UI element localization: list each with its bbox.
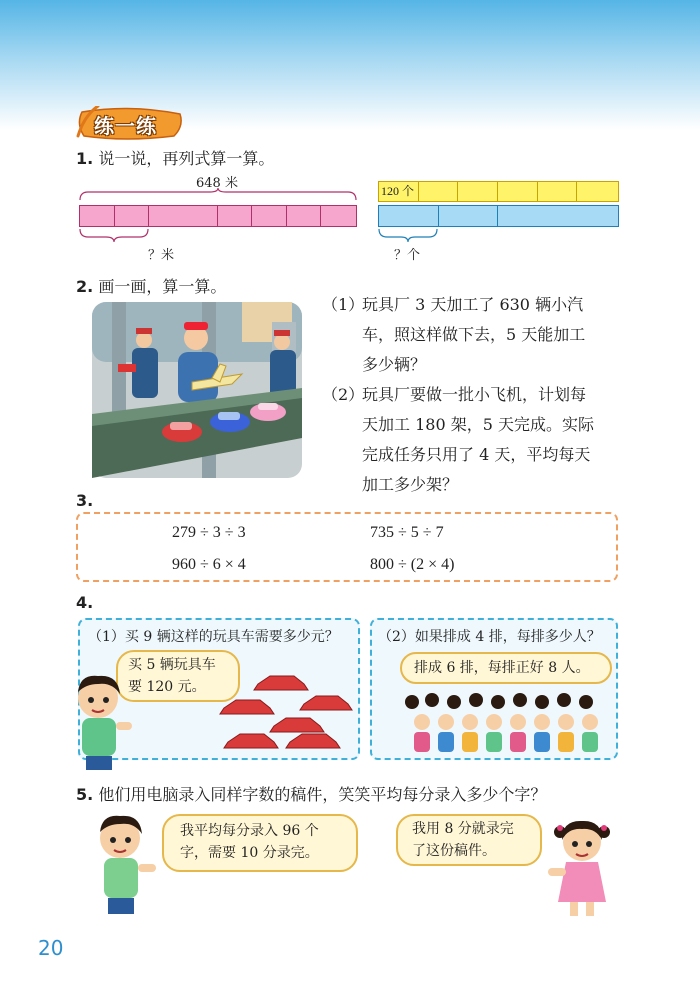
children-crowd-illustration — [398, 690, 612, 756]
bar-segment — [252, 206, 287, 226]
q2-item-2-label: （2） — [322, 385, 365, 404]
q2-item-2-line: 加工多少架？ — [362, 475, 459, 494]
q1-right-unknown-label: ？个 — [394, 248, 421, 263]
boy-left-illustration — [88, 812, 160, 916]
q4-number: 4. — [76, 593, 94, 612]
q1-text: 说一说，再列式算一算。 — [98, 149, 275, 168]
bubble-line: 买 5 辆玩具车 — [128, 657, 216, 673]
q1-line — [76, 148, 274, 170]
q2-item-1-label: （1） — [322, 295, 365, 314]
toy-cars-illustration — [218, 670, 354, 756]
q1-right-bottom-brace — [377, 229, 447, 243]
q2-item-1-line: 多少辆？ — [362, 355, 427, 374]
q5-left-bubble-text — [180, 820, 319, 864]
q2-item-2-line: 玩具厂要做一批小飞机，计划每 — [362, 385, 587, 404]
bar-segment — [379, 206, 439, 226]
q1-number: 1. — [76, 149, 94, 168]
q5-right-bubble-text — [412, 818, 514, 862]
bar-segment — [321, 206, 356, 226]
bubble-line: 我用 8 分就录完 — [412, 821, 514, 837]
section-badge — [76, 106, 184, 140]
bubble-line: 我平均每分录入 96 个 — [180, 823, 319, 839]
toy-factory-illustration — [92, 302, 302, 478]
yellow-label: 120 个 — [379, 182, 419, 201]
bar-segment — [218, 206, 252, 226]
q4-right-bubble-text: 排成 6 排，每排正好 8 人。 — [414, 660, 590, 676]
q4-left-bubble-text — [128, 654, 216, 698]
page-number: 20 — [38, 936, 64, 960]
q2-item-1-line: 车，照这样做下去，5 天能加工 — [362, 325, 586, 344]
q2-item-2-line: 完成任务只用了 4 天，平均每天 — [362, 445, 591, 464]
q2-subquestions — [322, 290, 622, 500]
q3-expr-4: 800 ÷ (2 × 4) — [370, 556, 455, 573]
q3-expr-3: 960 ÷ 6 × 4 — [172, 556, 246, 573]
q1-left-unknown-label: ？米 — [148, 248, 175, 263]
bar-segment — [149, 206, 218, 226]
q3-line — [76, 490, 93, 512]
q2-text: 画一画，算一算。 — [98, 277, 227, 296]
q5-number: 5. — [76, 785, 94, 804]
q2-item-1-line: 玩具厂 3 天加工了 630 辆小汽 — [362, 295, 584, 314]
bar-segment — [287, 206, 321, 226]
q1-left-top-brace — [78, 188, 358, 202]
bar-segment — [577, 182, 618, 201]
bar-segment — [115, 206, 149, 226]
q1-left-total-label: 648 米 — [196, 176, 238, 191]
q3-expr-1: 279 ÷ 3 ÷ 3 — [172, 524, 246, 541]
q1-left-bottom-brace — [78, 229, 158, 243]
q4-line — [76, 592, 93, 614]
bar-segment — [538, 182, 578, 201]
q1-right-yellow-bar — [378, 181, 619, 202]
q2-line — [76, 276, 226, 298]
bubble-line: 字，需要 10 分录完。 — [180, 845, 319, 861]
bar-segment — [80, 206, 115, 226]
bubble-line: 要 120 元。 — [128, 679, 206, 695]
q3-expr-2: 735 ÷ 5 ÷ 7 — [370, 524, 444, 541]
q2-item-1 — [322, 290, 622, 380]
boy-illustration — [68, 672, 138, 772]
q2-item-2 — [322, 380, 622, 500]
q2-number: 2. — [76, 277, 94, 296]
girl-illustration — [546, 816, 616, 920]
bar-segment — [458, 182, 498, 201]
q3-calc-box — [76, 512, 618, 582]
q1-left-bar — [79, 205, 357, 227]
bar-segment — [498, 182, 538, 201]
q5-line — [76, 784, 546, 806]
q2-item-2-line: 天加工 180 架，5 天完成。实际 — [362, 415, 594, 434]
q4-left-question: （1）买 9 辆这样的玩具车需要多少元？ — [88, 629, 339, 645]
bubble-line: 了这份稿件。 — [412, 843, 496, 859]
q4-right-question: （2）如果排成 4 排，每排多少人？ — [378, 629, 601, 645]
q1-right-blue-bar — [378, 205, 619, 227]
q5-text: 他们用电脑录入同样字数的稿件，笑笑平均每分录入多少个字？ — [98, 785, 547, 804]
bar-segment — [498, 206, 618, 226]
bar-segment — [419, 182, 459, 201]
q3-number: 3. — [76, 491, 94, 510]
section-title: 练一练 — [94, 114, 157, 138]
bar-segment — [439, 206, 499, 226]
